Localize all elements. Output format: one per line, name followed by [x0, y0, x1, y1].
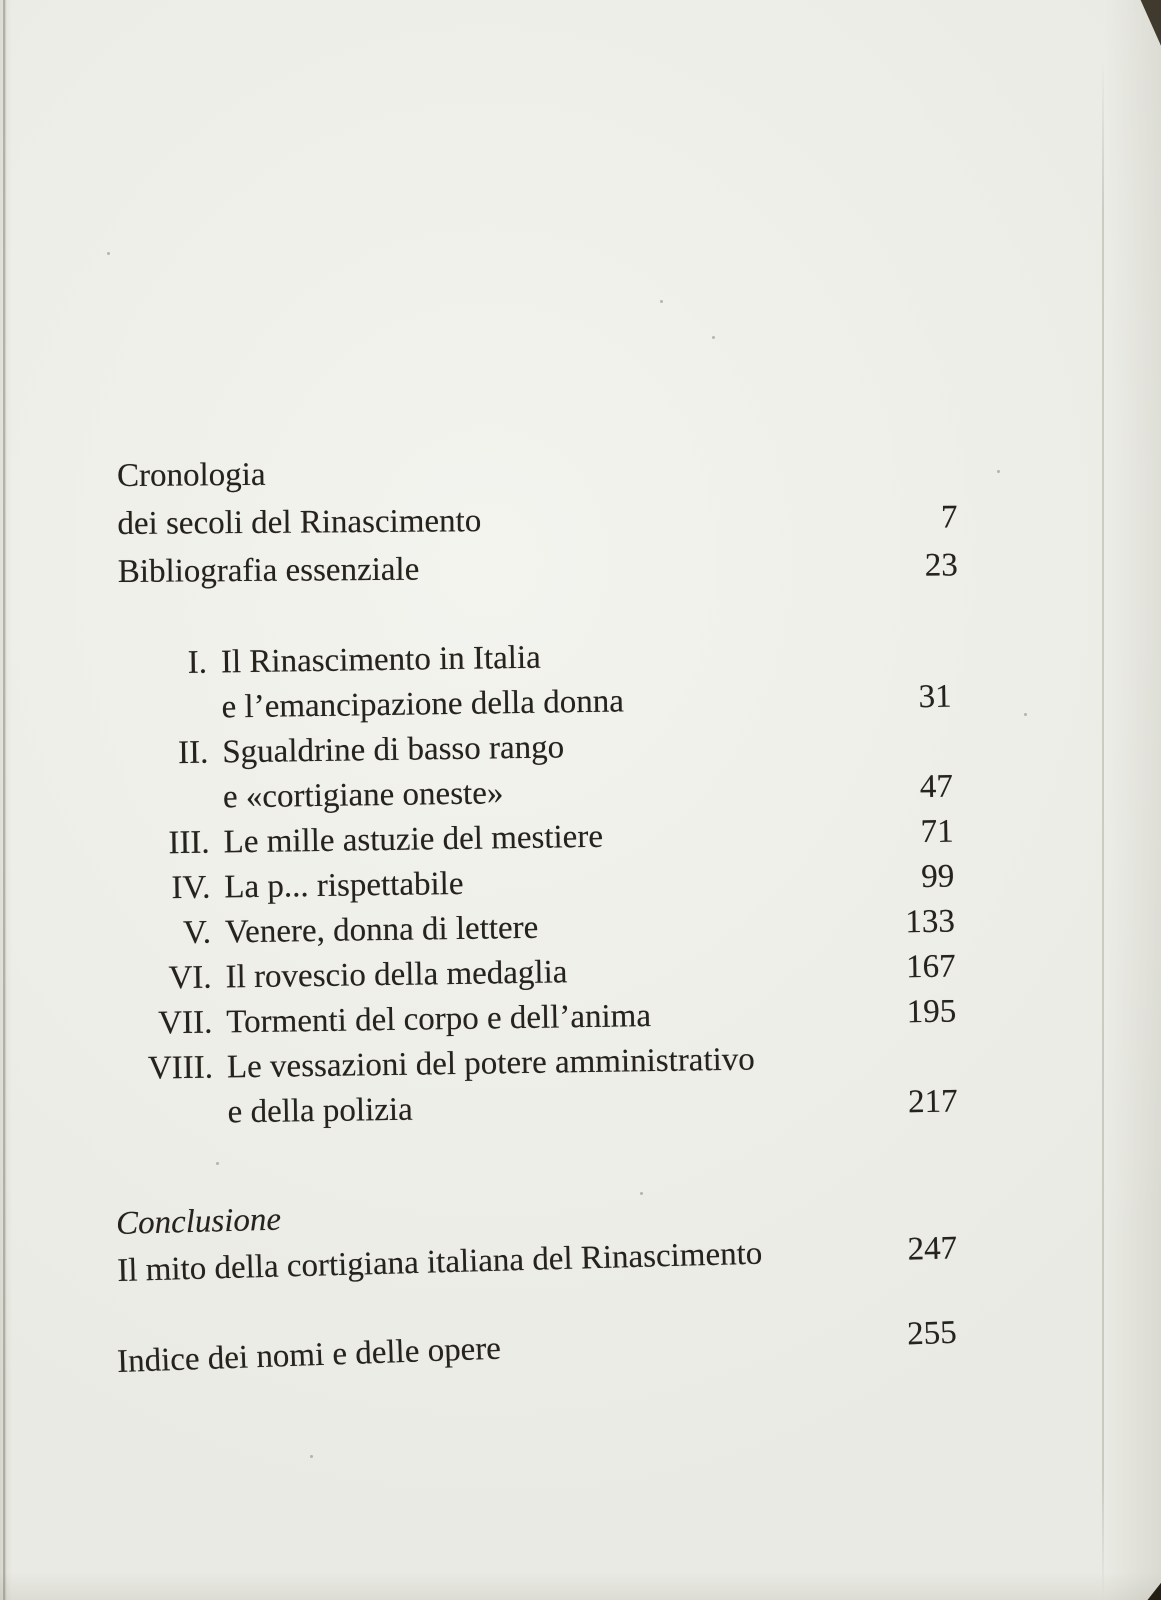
chapter-numeral: VII.: [157, 1004, 213, 1042]
title-line: Il Rinascimento in Italia: [220, 639, 542, 681]
chapters-section: [111, 630, 958, 1137]
chapter-numeral: III.: [168, 824, 210, 862]
chapter-title: [222, 721, 855, 820]
page-number: 31: [918, 678, 952, 716]
title-line: Tormenti del corpo e dell’anima: [226, 998, 652, 1041]
chapter-numeral: V.: [182, 914, 212, 952]
title-line: e l’emancipazione della donna: [221, 683, 625, 726]
index-section: [116, 1310, 957, 1386]
front-matter-section: [117, 445, 958, 596]
toc-entry-chapter-2: [112, 720, 953, 822]
toc-entry-chapter-8: [117, 1035, 958, 1137]
page-fold-crease: [1102, 60, 1104, 1600]
paper-speck: [712, 336, 715, 339]
paper-speck: [660, 300, 663, 303]
scan-corner-shadow-bottom: [1146, 1582, 1161, 1600]
scan-corner-shadow-top: [1137, 0, 1161, 52]
page-number: 133: [905, 903, 956, 941]
title-line: Indice dei nomi e delle opere: [116, 1330, 502, 1381]
title-line: Il rovescio della medaglia: [225, 954, 568, 996]
page-number: 71: [920, 813, 954, 851]
toc-entry-cronologia: [117, 445, 958, 548]
page-number: 7: [940, 499, 958, 536]
table-of-contents: [115, 452, 958, 1386]
toc-entry-indice: [116, 1310, 957, 1386]
conclusion-label: Conclusione: [115, 1201, 282, 1243]
chapter-numeral: IV.: [171, 869, 211, 907]
conclusion-section: [115, 1178, 957, 1295]
entry-title: [116, 1313, 859, 1386]
title-line: Sgualdrine di basso rango: [222, 729, 565, 771]
page-number: 255: [906, 1314, 958, 1353]
paper-speck: [1024, 713, 1027, 716]
toc-entry-bibliografia: [118, 541, 958, 596]
page-number: 47: [919, 768, 954, 806]
toc-entry-chapter-1: [111, 630, 952, 732]
page-number: 167: [905, 948, 956, 986]
page-number: 99: [920, 858, 955, 896]
title-line: dei secoli del Rinascimento: [117, 503, 482, 543]
page-number: 195: [906, 993, 957, 1031]
entry-title: [115, 1181, 859, 1295]
title-line: e «cortigiane oneste»: [222, 775, 504, 816]
chapter-numeral: VIII.: [147, 1049, 214, 1087]
paper-speck: [997, 470, 1000, 473]
page-left-edge: [3, 0, 5, 1600]
entry-title: [117, 446, 860, 548]
title-line: Venere, donna di lettere: [224, 909, 539, 951]
page-number: 217: [907, 1083, 958, 1121]
page-number: 247: [907, 1230, 958, 1268]
paper-speck: [310, 1455, 313, 1458]
title-line: Le vessazioni del potere amministrativo: [226, 1041, 756, 1086]
title-line: Le mille astuzie del mestiere: [223, 818, 604, 861]
title-line: La p... rispettabile: [224, 865, 464, 906]
title-line: Cronologia: [116, 456, 266, 495]
chapter-numeral: I.: [187, 644, 208, 681]
entry-title: [118, 542, 860, 596]
title-line: Bibliografia essenziale: [117, 551, 420, 591]
paper-speck: [107, 252, 110, 255]
chapter-title: [221, 631, 854, 730]
chapter-numeral: II.: [177, 734, 209, 772]
toc-entry-conclusione: [115, 1178, 957, 1295]
chapter-title: [227, 1036, 860, 1135]
page-number: 23: [924, 547, 958, 584]
title-line: Il mito della cortigiana italiana del Rinascimento: [116, 1235, 763, 1290]
title-line: e della polizia: [227, 1091, 413, 1131]
chapter-numeral: VI.: [168, 959, 212, 997]
